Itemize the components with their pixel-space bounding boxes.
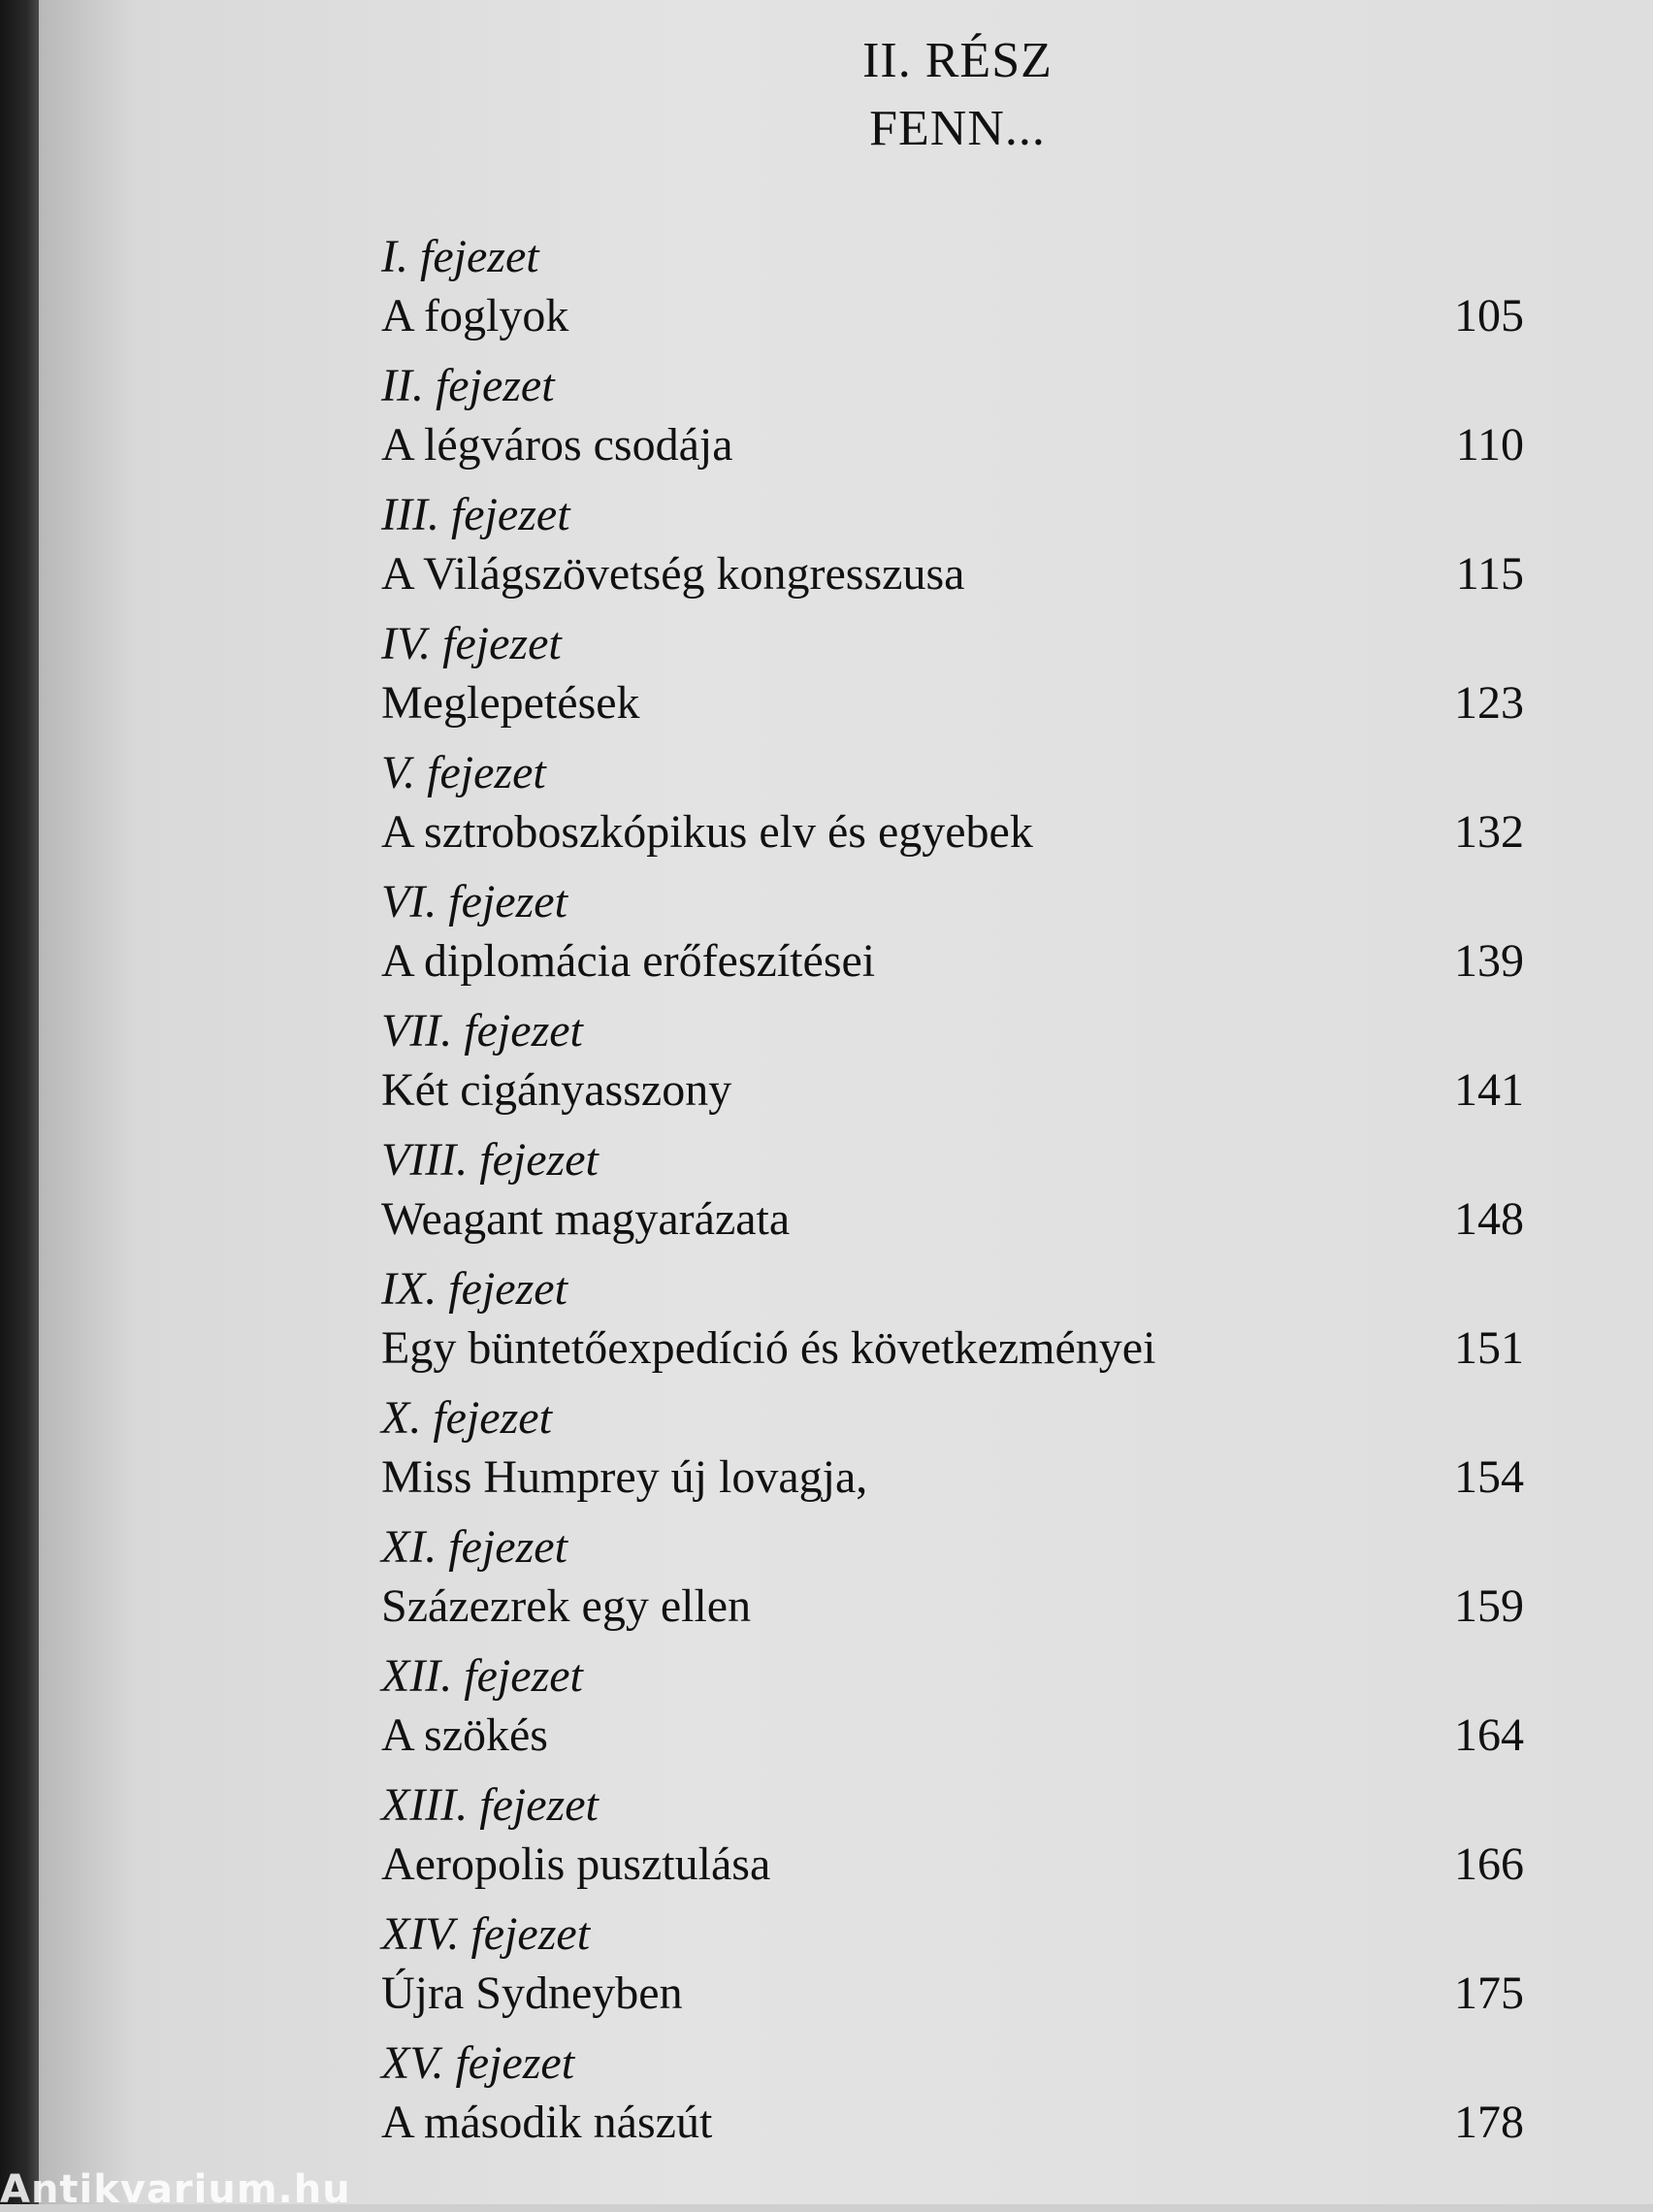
chapter-label: XIII. fejezet (381, 1779, 599, 1831)
toc-row (381, 1450, 1526, 1515)
book-spine (0, 0, 39, 2204)
toc-row (381, 1838, 1526, 1903)
chapter-label: III. fejezet (381, 489, 570, 540)
toc-row (381, 1967, 1526, 2032)
toc-entry (381, 1128, 1526, 1257)
chapter-label: I. fejezet (381, 231, 539, 282)
chapter-label: XIV. fejezet (381, 1908, 591, 1960)
page-number: 164 (1454, 1709, 1524, 1761)
toc-entry (381, 1644, 1526, 1773)
chapter-label: XI. fejezet (381, 1521, 567, 1573)
page-number: 151 (1454, 1322, 1524, 1374)
chapter-title: Aeropolis pusztulása (381, 1838, 771, 1890)
chapter-label: XV. fejezet (381, 2037, 575, 2089)
chapter-title: Meglepetések (381, 677, 640, 729)
chapter-title: Miss Humprey új lovagja, (381, 1451, 868, 1503)
part-title: II. RÉSZ (862, 33, 1053, 88)
toc-entry (381, 741, 1526, 870)
toc-row (381, 1063, 1526, 1128)
toc-entry (381, 1515, 1526, 1644)
chapter-label: V. fejezet (381, 747, 546, 798)
toc-entry (381, 612, 1526, 741)
chapter-label: IV. fejezet (381, 618, 562, 669)
page-number: 110 (1455, 419, 1524, 471)
chapter-title: Két cigányasszony (381, 1064, 732, 1116)
toc-entry (381, 483, 1526, 612)
page-number: 141 (1454, 1064, 1524, 1116)
chapter-label: XII. fejezet (381, 1650, 583, 1702)
page-number: 159 (1454, 1580, 1524, 1632)
toc-entry (381, 999, 1526, 1128)
toc-entry (381, 1257, 1526, 1386)
chapter-label: VI. fejezet (381, 876, 567, 927)
chapter-title: A diplomácia erőfeszítései (381, 935, 876, 987)
page-number: 154 (1454, 1451, 1524, 1503)
chapter-label: IX. fejezet (381, 1263, 567, 1315)
chapter-title: Százezrek egy ellen (381, 1580, 752, 1632)
toc-row (381, 1192, 1526, 1257)
chapter-title: A légváros csodája (381, 419, 733, 471)
page-number: 175 (1454, 1968, 1524, 2019)
chapter-title: A foglyok (381, 290, 569, 342)
toc-row (381, 289, 1526, 354)
table-of-contents (381, 225, 1526, 2161)
page-number: 132 (1454, 806, 1524, 858)
page-number: 148 (1454, 1193, 1524, 1245)
chapter-title: A második nászút (381, 2097, 713, 2148)
chapter-label: VIII. fejezet (381, 1134, 599, 1186)
chapter-label: X. fejezet (381, 1392, 552, 1444)
toc-entry (381, 1903, 1526, 2032)
toc-entry (381, 870, 1526, 999)
toc-entry (381, 1773, 1526, 1903)
page-number: 178 (1454, 2097, 1524, 2148)
toc-row (381, 1579, 1526, 1644)
toc-entry (381, 354, 1526, 483)
toc-row (381, 805, 1526, 870)
toc-row (381, 547, 1526, 612)
chapter-title: Egy büntetőexpedíció és következményei (381, 1322, 1156, 1374)
toc-row (381, 2096, 1526, 2161)
chapter-title: A szökés (381, 1709, 548, 1761)
chapter-title: A Világszövetség kongresszusa (381, 548, 965, 600)
page-number: 139 (1454, 935, 1524, 987)
chapter-title: Újra Sydneyben (381, 1968, 683, 2019)
toc-row (381, 1708, 1526, 1773)
watermark: Antikvarium.hu (0, 2167, 351, 2212)
toc-entry (381, 225, 1526, 354)
page-number: 115 (1455, 548, 1524, 600)
chapter-label: VII. fejezet (381, 1005, 583, 1057)
page-number: 123 (1454, 677, 1524, 729)
toc-entry (381, 2032, 1526, 2161)
toc-entry (381, 1386, 1526, 1515)
page-number: 105 (1454, 290, 1524, 342)
chapter-title: Weagant magyarázata (381, 1193, 791, 1245)
chapter-title: A sztroboszkópikus elv és egyebek (381, 806, 1033, 858)
toc-row (381, 418, 1526, 483)
toc-row (381, 934, 1526, 999)
chapter-label: II. fejezet (381, 360, 555, 411)
toc-row (381, 676, 1526, 741)
part-header (0, 27, 1653, 163)
toc-row (381, 1321, 1526, 1386)
part-subtitle: FENN... (869, 101, 1046, 156)
page-number: 166 (1454, 1838, 1524, 1890)
